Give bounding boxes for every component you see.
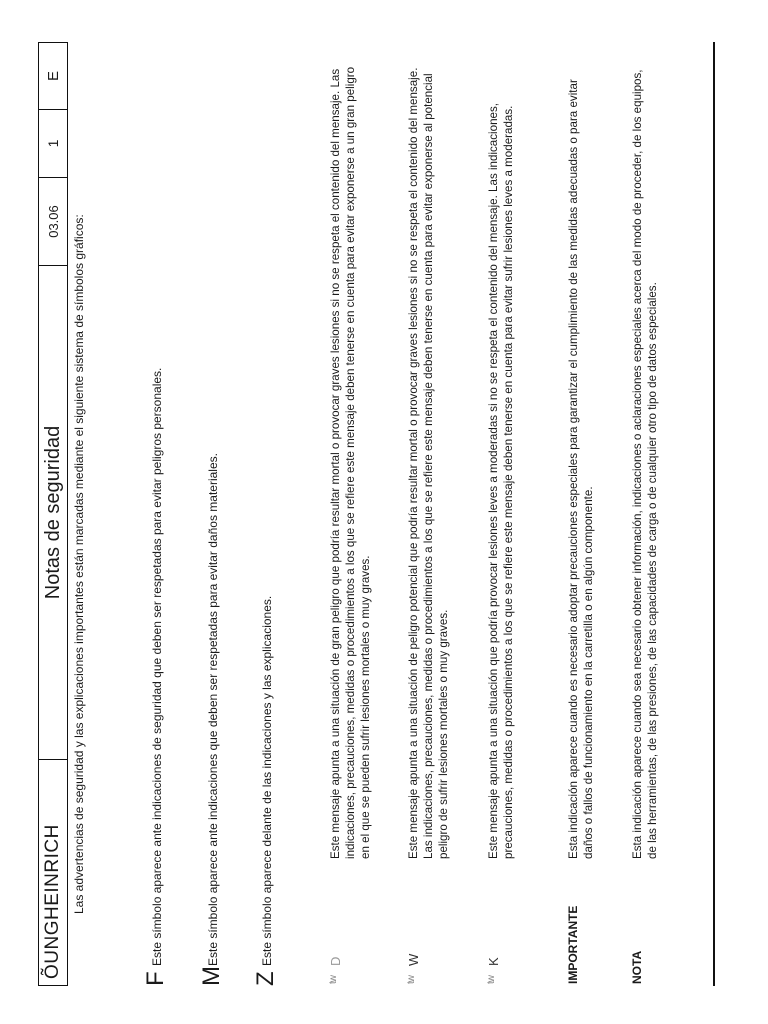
note-label-area — [406, 859, 451, 984]
note-important — [566, 49, 596, 984]
note-nota — [630, 49, 660, 984]
intro-text: Las advertencias de seguridad y las explicaciones importantes están marcadas mediante el siguiente sistema de símbolos gráficos: — [72, 214, 86, 914]
symbol-description: Este símbolo aparece delante de las indicaciones y las explicaciones. — [260, 595, 274, 966]
symbol-row-info — [254, 46, 278, 986]
symbol-description: Este símbolo aparece ante indicaciones de seguridad que deben ser respetadas para evitar peligros personales. — [150, 367, 164, 966]
warning-triangle-icon: tw — [486, 976, 497, 984]
note-text: Esta indicación aparece cuando es necesario adoptar precauciones especiales para garantizar el cumplimiento de las medidas adecuadas o para evitar daños o fallos de funcionamiento en la carretilla o en algún componente. — [567, 79, 595, 859]
personal-danger-icon: F — [142, 971, 169, 986]
material-damage-icon: M — [198, 966, 225, 986]
brand-logo-text: ÕUNGHEINRICH — [39, 759, 67, 985]
note-label-area — [630, 859, 660, 984]
header-bar — [38, 42, 68, 986]
caution-signal-icon: K — [486, 957, 501, 966]
info-arrow-icon: Z — [252, 971, 279, 986]
language-code: E — [44, 71, 62, 82]
warning-signal-icon: W — [406, 953, 421, 966]
warning-triangle-icon: tw — [406, 976, 417, 984]
footer-rule — [713, 42, 715, 986]
important-label: IMPORTANTE — [566, 905, 580, 984]
page-title: Notas de seguridad — [39, 265, 67, 759]
note-text: Este mensaje apunta a una situación que podría provocar lesiones leves a moderadas si no se respeta el contenido del mensaje. Las indicaciones, precauciones, medidas o procedimientos a los que se refiere este mensaje deben tenerse en cuenta para evitar sufrir lesiones leves a moderadas. — [487, 103, 515, 859]
note-caution — [486, 49, 516, 984]
note-label-area — [566, 859, 596, 984]
symbol-row-material — [200, 46, 224, 986]
date-field: 03.06 — [39, 177, 67, 265]
note-warning — [406, 49, 451, 984]
danger-signal-icon: D — [328, 956, 343, 966]
warning-triangle-icon: tw — [328, 976, 339, 984]
note-text: Este mensaje apunta a una situación de peligro potencial que podría resultar mortal o provocar graves lesiones si no se respeta el contenido del mensaje. Las indicaciones, precauciones, medidas o procedimientos a los que se refiere este mensaje deben tenerse en cuenta para evitar exponerse al potencial peligro de sufrir lesiones mortales o muy graves. — [407, 67, 450, 859]
page-number: 1 — [39, 109, 67, 177]
note-text: Esta indicación aparece cuando sea necesario obtener información, indicaciones o aclaraciones especiales acerca del modo de proceder, de los equipos, de las herramientas, de las presiones, de las capacidades de carga o de cualquier otro tipo de datos especiales. — [631, 69, 659, 859]
note-label-area — [328, 859, 373, 984]
nota-label: NOTA — [630, 950, 644, 984]
symbol-row-personal — [144, 46, 168, 986]
note-danger — [328, 49, 373, 984]
symbol-description: Este símbolo aparece ante indicaciones que deben ser respetadas para evitar daños materiales. — [206, 453, 220, 966]
note-label-area — [486, 859, 516, 984]
note-text: Este mensaje apunta a una situación de gran peligro que podría resultar mortal o provocar graves lesiones si no se respeta el contenido del mensaje. Las indicaciones, precauciones, medidas o procedimientos a los que se refiere este mensaje deben tenerse en cuenta para evitar exponerse a un gran peligro en el que se pueden sufrir lesiones mortales o muy graves. — [329, 66, 372, 859]
